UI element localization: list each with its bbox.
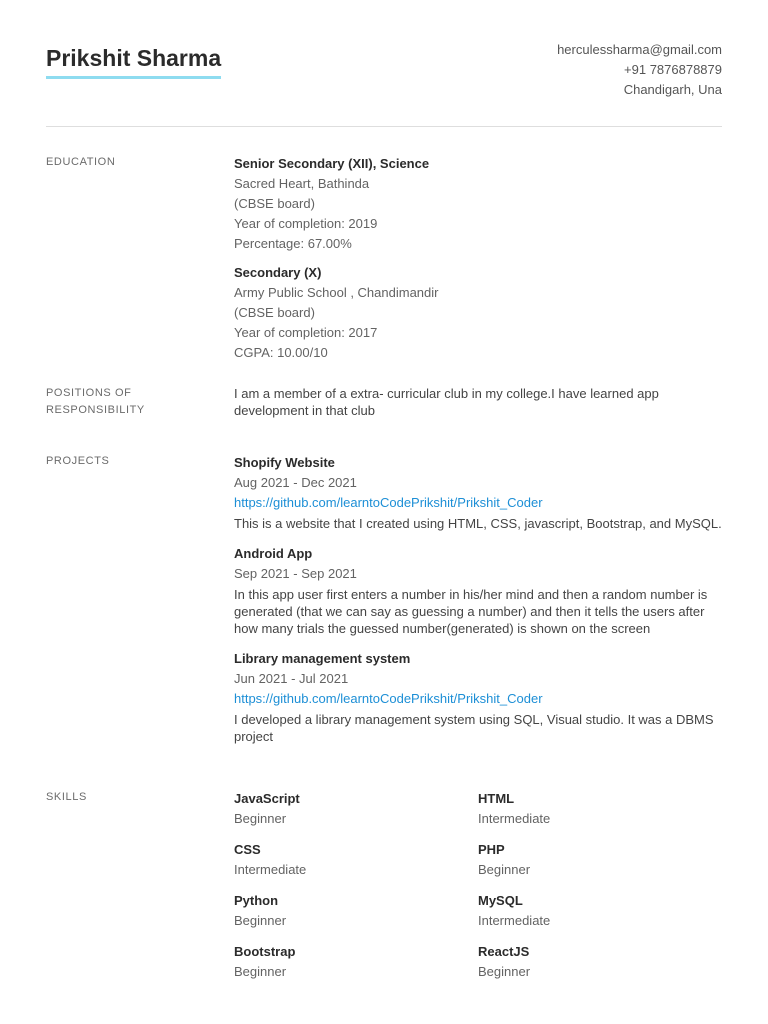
- skill-item: [234, 789, 478, 829]
- skill-level: Intermediate: [234, 862, 307, 877]
- skill-level: Intermediate: [478, 811, 551, 826]
- skill-item: [234, 891, 478, 931]
- education-heading: Senior Secondary (XII), Science: [234, 156, 430, 171]
- project-dates: Aug 2021 - Dec 2021: [234, 475, 357, 490]
- skill-name: Bootstrap: [234, 944, 296, 959]
- education-score: CGPA: 10.00/10: [234, 345, 328, 360]
- positions-title-line1: POSITIONS OF: [46, 387, 132, 399]
- education-school: Sacred Heart, Bathinda: [234, 176, 370, 191]
- skill-level: Beginner: [478, 862, 531, 877]
- skill-level: Beginner: [234, 913, 287, 928]
- education-entry: [234, 263, 722, 363]
- education-year: Year of completion: 2017: [234, 325, 378, 340]
- education-title: EDUCATION: [46, 156, 116, 168]
- skill-level: Intermediate: [478, 913, 551, 928]
- education-board: (CBSE board): [234, 305, 315, 320]
- contact-email[interactable]: herculessharma@gmail.com: [557, 42, 722, 57]
- skill-level: Beginner: [234, 964, 287, 979]
- skill-item: [478, 789, 722, 829]
- project-entry: [234, 649, 722, 745]
- projects-title: PROJECTS: [46, 455, 110, 467]
- project-description: In this app user first enters a number in his/her mind and then a random number is generated (that we can say as guessing a number) and then it tells the users after how many trials the guessed number(generated) is shown on the screen: [234, 587, 708, 636]
- project-description: This is a website that I created using HTML, CSS, javascript, Bootstrap, and MySQL.: [234, 516, 722, 531]
- project-dates: Jun 2021 - Jul 2021: [234, 671, 349, 686]
- project-link[interactable]: https://github.com/learntoCodePrikshit/Prikshit_Coder: [234, 691, 543, 706]
- positions-body: [234, 385, 722, 419]
- project-dates: Sep 2021 - Sep 2021: [234, 566, 357, 581]
- education-entry: [234, 154, 722, 254]
- skill-name: JavaScript: [234, 791, 300, 806]
- education-board: (CBSE board): [234, 196, 315, 211]
- skill-name: Python: [234, 893, 279, 908]
- project-name: Shopify Website: [234, 455, 335, 470]
- projects-body: [234, 453, 722, 757]
- candidate-name: Prikshit Sharma: [46, 44, 221, 79]
- project-name: Android App: [234, 546, 313, 561]
- education-body: [234, 154, 722, 372]
- education-year: Year of completion: 2019: [234, 216, 378, 231]
- positions-text: I am a member of a extra- curricular club in my college.I have learned app development in that club: [234, 386, 659, 418]
- positions-title: [46, 385, 216, 419]
- skill-level: Beginner: [478, 964, 531, 979]
- skills-title: SKILLS: [46, 791, 87, 803]
- skill-name: HTML: [478, 791, 515, 806]
- skill-item: [478, 942, 722, 982]
- contact-phone[interactable]: +91 7876878879: [624, 62, 722, 77]
- skills-grid: [234, 789, 722, 982]
- skill-item: [234, 942, 478, 982]
- positions-title-line2: RESPONSIBILITY: [46, 404, 145, 416]
- resume-header: [46, 40, 722, 127]
- skill-item: [234, 840, 478, 880]
- education-heading: Secondary (X): [234, 265, 322, 280]
- project-description: I developed a library management system using SQL, Visual studio. It was a DBMS project: [234, 712, 714, 744]
- project-entry: [234, 544, 722, 637]
- project-name: Library management system: [234, 651, 411, 666]
- skill-name: ReactJS: [478, 944, 530, 959]
- skill-name: CSS: [234, 842, 261, 857]
- contact-block: [557, 40, 722, 100]
- contact-location: Chandigarh, Una: [623, 82, 722, 97]
- skill-name: PHP: [478, 842, 505, 857]
- education-school: Army Public School , Chandimandir: [234, 285, 439, 300]
- skill-level: Beginner: [234, 811, 287, 826]
- project-link[interactable]: https://github.com/learntoCodePrikshit/Prikshit_Coder: [234, 495, 543, 510]
- project-entry: [234, 453, 722, 532]
- skill-item: [478, 891, 722, 931]
- skill-name: MySQL: [478, 893, 523, 908]
- skill-item: [478, 840, 722, 880]
- education-score: Percentage: 67.00%: [234, 236, 352, 251]
